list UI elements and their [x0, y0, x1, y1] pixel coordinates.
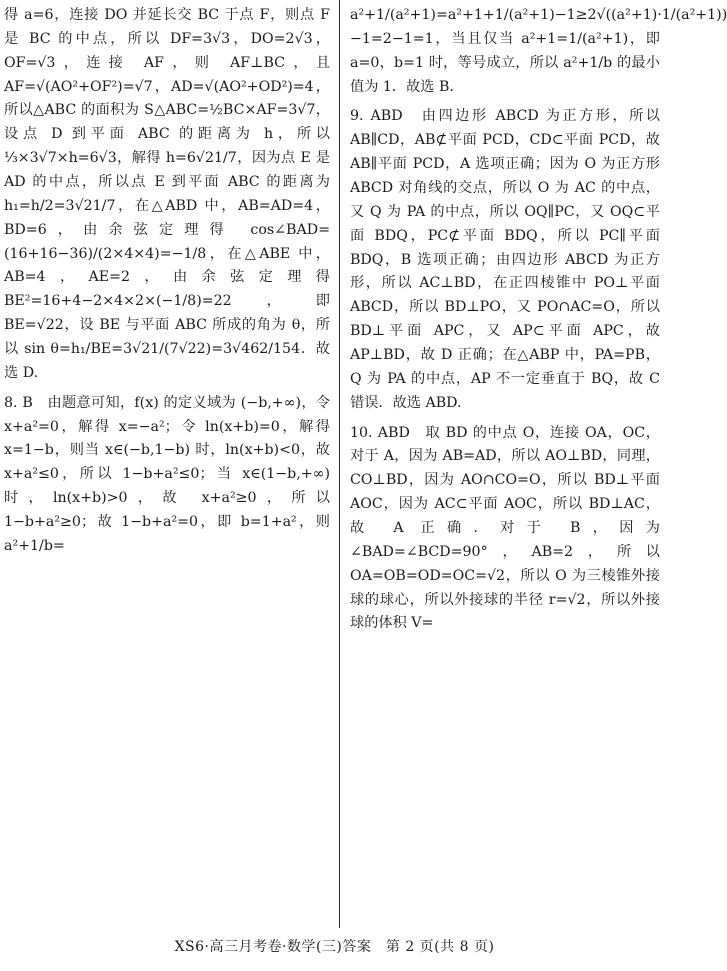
solution-10: 10. ABD 取 BD 的中点 O，连接 OA，OC，对于 A，因为 AB=AD，所以 AO⊥BD，同理，CO⊥BD，因为 AO∩CO=O，所以 BD⊥平面 AOC，因为 AC⊂平面 AOC，所以 BD⊥AC，故 A 正确．对于 B，因为∠BAD=∠BCD=90°，AB=2，所以 OA=OB=OD=OC=√2，所以 O 为三棱锥外接球的球心，所以外接球的半径 r=√2，所以外接球的体积 V=: [350, 424, 665, 632]
left-column: [4, 4, 335, 923]
solution-9: 9. ABD 由四边形 ABCD 为正方形，所以 AB∥CD，AB⊄平面 PCD，CD⊂平面 PCD，故 AB∥平面 PCD，A 选项正确；因为 O 为正方形 ABCD 对角线的交点，所以 O 为 AC 的中点，又 Q 为 PA 的中点，所以 OQ∥PC，又 OQ⊂平面 BDQ，PC⊄平面 BDQ，所以 PC∥平面 BDQ，B 选项正确；由四边形 ABCD 为正方形，所以 AC⊥BD，在正四棱锥中 PO⊥平面 ABCD，所以 BD⊥PO，又 PO∩AC=O，所以 BD⊥平面 APC，又 AP⊂平面 APC，故 AP⊥BD，故 D 正确；在△ABP 中，PA=PB，Q 为 PA 的中点，AP 不一定垂直于 BQ，故 C 错误．故选 ABD.: [350, 108, 665, 411]
solution-8: 8. B 由题意可知，f(x) 的定义域为 (−b,+∞)，令 x+a²=0，解得 x=−a²；令 ln(x+b)=0，解得 x=1−b，则当 x∈(−b,1−b) 时，ln(x+b)<0，故 x+a²≤0，所以 1−b+a²≤0；当 x∈(1−b,+∞) 时，ln(x+b)>0，故 x+a²≥0，所以 1−b+a²≥0；故 1−b+a²=0，即 b=1+a²，则 a²+1/b=: [4, 394, 335, 554]
page-footer: XS6·高三月考卷·数学(三)答案 第 2 页(共 8 页): [174, 939, 495, 955]
solution-8-continued: a²+1/(a²+1)=a²+1+1/(a²+1)−1≥2√((a²+1)·1/(a²+1))−1=2−1=1，当且仅当 a²+1=1/(a²+1)，即 a=0，b=1 时，等号成立，所以 a²+1/b 的最小值为 1．故选 B.: [350, 7, 727, 95]
solution-7-continued: 得 a=6，连接 DO 并延长交 BC 于点 F，则点 F 是 BC 的中点，所以 DF=3√3，DO=2√3，OF=√3，连接 AF，则 AF⊥BC，且 AF=√(AO²+OF²)=√7，AD=√(AO²+OD²)=4，所以△ABC 的面积为 S△ABC=½BC×AF=3√7，设点 D 到平面 ABC 的距离为 h，所以 ⅓×3√7×h=6√3，解得 h=6√21/7，因为点 E 是 AD 的中点，所以点 E 到平面 ABC 的距离为 h₁=h/2=3√21/7，在△ABD 中，AB=AD=4，BD=6，由余弦定理得 cos∠BAD=(16+16−36)/(2×4×4)=−1/8，在△ABE 中，AB=4，AE=2，由余弦定理得 BE²=16+4−2×4×2×(−1/8)=22，即 BE=√22，设 BE 与平面 ABC 所成的角为 θ，所以 sin θ=h₁/BE=3√21/(7√22)=3√462/154．故选 D.: [4, 7, 335, 381]
column-divider: [339, 0, 340, 928]
right-column: [350, 4, 727, 923]
